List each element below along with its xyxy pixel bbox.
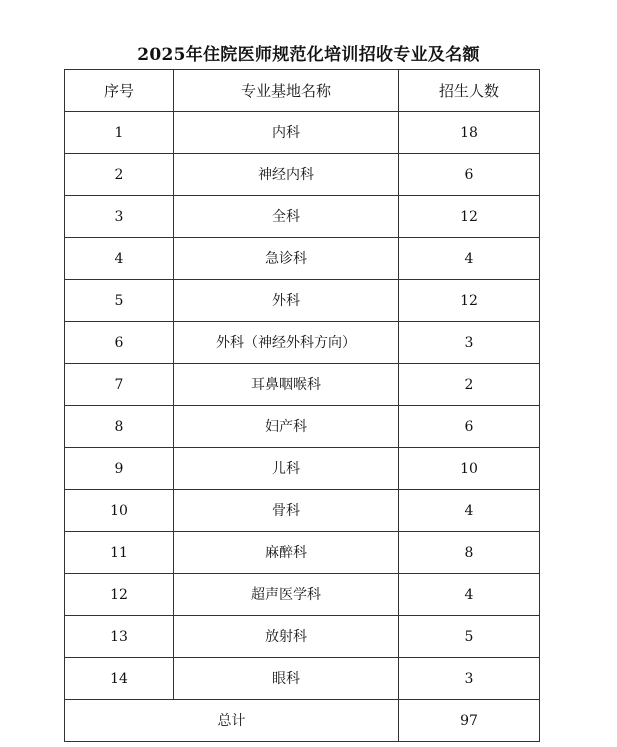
header-seq: 序号	[65, 70, 174, 112]
table-row	[65, 154, 540, 196]
table-row	[65, 616, 540, 658]
row-seq-cell: 2	[65, 154, 174, 196]
row-count-cell: 18	[399, 112, 540, 154]
row-seq-cell: 14	[65, 658, 174, 700]
table-row	[65, 364, 540, 406]
row-seq-cell: 13	[65, 616, 174, 658]
total-label: 总计	[65, 700, 399, 742]
row-name-cell: 急诊科	[174, 238, 399, 280]
document-title: 2025年住院医师规范化培训招收专业及名额	[137, 45, 480, 65]
table-row	[65, 490, 540, 532]
total-count: 97	[399, 700, 540, 742]
row-count-cell: 6	[399, 154, 540, 196]
row-name-cell: 超声医学科	[174, 574, 399, 616]
row-seq-cell: 1	[65, 112, 174, 154]
table-row	[65, 574, 540, 616]
row-seq-cell: 12	[65, 574, 174, 616]
row-name-cell: 耳鼻咽喉科	[174, 364, 399, 406]
enrollment-quota-table	[64, 69, 540, 742]
table-row	[65, 322, 540, 364]
row-count-cell: 3	[399, 658, 540, 700]
row-count-cell: 12	[399, 196, 540, 238]
row-name-cell: 眼科	[174, 658, 399, 700]
row-count-cell: 10	[399, 448, 540, 490]
row-seq-cell: 5	[65, 280, 174, 322]
row-name-cell: 麻醉科	[174, 532, 399, 574]
table-row	[65, 112, 540, 154]
table-row	[65, 658, 540, 700]
table-row	[65, 238, 540, 280]
row-count-cell: 5	[399, 616, 540, 658]
row-seq-cell: 6	[65, 322, 174, 364]
row-name-cell: 骨科	[174, 490, 399, 532]
table-row	[65, 280, 540, 322]
table-row	[65, 196, 540, 238]
row-count-cell: 3	[399, 322, 540, 364]
row-name-cell: 妇产科	[174, 406, 399, 448]
row-name-cell: 外科（神经外科方向）	[174, 322, 399, 364]
row-count-cell: 8	[399, 532, 540, 574]
table-row	[65, 532, 540, 574]
table-row	[65, 406, 540, 448]
row-seq-cell: 3	[65, 196, 174, 238]
total-row	[65, 700, 540, 742]
row-name-cell: 神经内科	[174, 154, 399, 196]
row-seq-cell: 10	[65, 490, 174, 532]
row-count-cell: 4	[399, 490, 540, 532]
row-seq-cell: 4	[65, 238, 174, 280]
row-seq-cell: 7	[65, 364, 174, 406]
row-name-cell: 放射科	[174, 616, 399, 658]
table-header	[65, 70, 540, 112]
row-count-cell: 2	[399, 364, 540, 406]
row-count-cell: 6	[399, 406, 540, 448]
row-name-cell: 外科	[174, 280, 399, 322]
header-count: 招生人数	[399, 70, 540, 112]
header-name: 专业基地名称	[174, 70, 399, 112]
table-row	[65, 448, 540, 490]
row-count-cell: 4	[399, 238, 540, 280]
row-name-cell: 全科	[174, 196, 399, 238]
row-name-cell: 内科	[174, 112, 399, 154]
table-footer	[65, 700, 540, 742]
row-count-cell: 4	[399, 574, 540, 616]
row-name-cell: 儿科	[174, 448, 399, 490]
row-seq-cell: 11	[65, 532, 174, 574]
row-count-cell: 12	[399, 280, 540, 322]
row-seq-cell: 8	[65, 406, 174, 448]
table-body	[65, 112, 540, 700]
row-seq-cell: 9	[65, 448, 174, 490]
header-row	[65, 70, 540, 112]
